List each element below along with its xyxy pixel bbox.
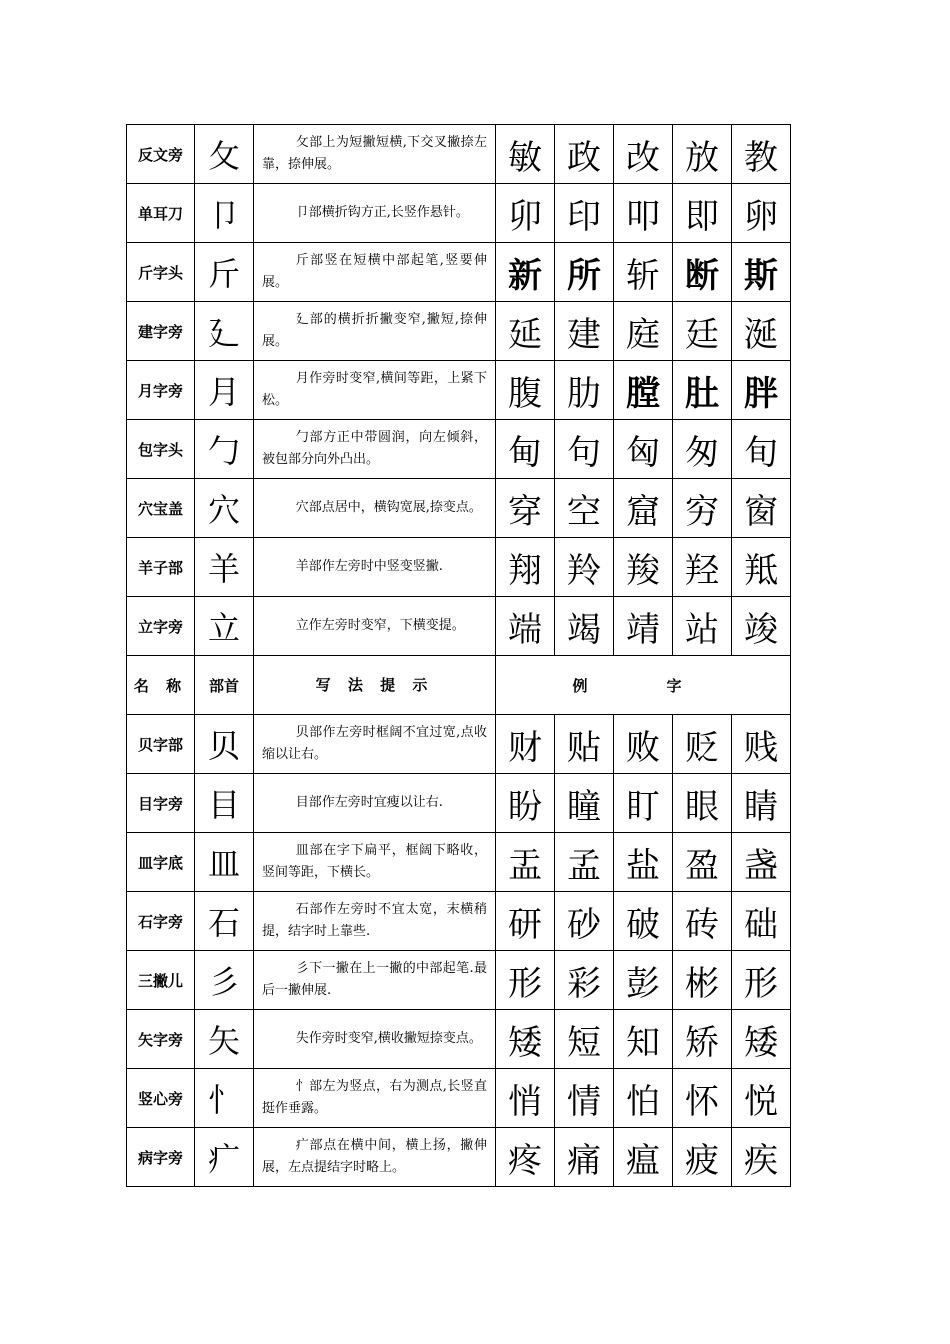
radical-glyph: 立	[195, 597, 254, 656]
example-character: 盂	[496, 833, 555, 892]
header-name: 名 称	[127, 656, 195, 715]
example-character: 痛	[555, 1128, 614, 1187]
example-character: 贬	[673, 715, 732, 774]
radical-name: 石字旁	[127, 892, 195, 951]
radical-glyph: 羊	[195, 538, 254, 597]
example-character: 端	[496, 597, 555, 656]
table-row	[127, 951, 791, 1010]
radical-glyph: 卩	[195, 184, 254, 243]
example-character: 腹	[496, 361, 555, 420]
table-body-bottom	[127, 715, 791, 1187]
table-row	[127, 774, 791, 833]
example-character: 窗	[732, 479, 791, 538]
table-row	[127, 184, 791, 243]
header-tip: 写 法 提 示	[254, 656, 496, 715]
example-character: 短	[555, 1010, 614, 1069]
example-character: 瞳	[555, 774, 614, 833]
radical-name: 包字头	[127, 420, 195, 479]
example-character: 旬	[732, 420, 791, 479]
example-character: 延	[496, 302, 555, 361]
example-character: 盯	[614, 774, 673, 833]
writing-tip: 卩部横折钩方正,长竖作悬针。	[254, 184, 496, 243]
writing-tip: 羊部作左旁时中竖变竖撇.	[254, 538, 496, 597]
table-row	[127, 479, 791, 538]
radical-glyph: 穴	[195, 479, 254, 538]
writing-tip: 皿部在字下扁平，框阔下略收，竖间等距，下横长。	[254, 833, 496, 892]
table-header	[127, 656, 791, 715]
radical-glyph: 攵	[195, 125, 254, 184]
radical-glyph: 斤	[195, 243, 254, 302]
table-row	[127, 361, 791, 420]
writing-tip: 月作旁时变窄,横间等距，上紧下松。	[254, 361, 496, 420]
example-character: 穷	[673, 479, 732, 538]
table-row	[127, 1010, 791, 1069]
writing-tip: 穴部点居中，横钩宽展,捺变点。	[254, 479, 496, 538]
example-character: 膛	[614, 361, 673, 420]
radical-name: 三撇儿	[127, 951, 195, 1010]
radical-name: 单耳刀	[127, 184, 195, 243]
example-character: 即	[673, 184, 732, 243]
example-character: 竣	[732, 597, 791, 656]
example-character: 彭	[614, 951, 673, 1010]
example-character: 研	[496, 892, 555, 951]
radical-name: 立字旁	[127, 597, 195, 656]
example-character: 卵	[732, 184, 791, 243]
writing-tip: 忄部左为竖点，右为测点,长竖直挺作垂露。	[254, 1069, 496, 1128]
radical-glyph: 月	[195, 361, 254, 420]
radical-glyph: 贝	[195, 715, 254, 774]
example-character: 翔	[496, 538, 555, 597]
example-character: 破	[614, 892, 673, 951]
example-character: 眼	[673, 774, 732, 833]
radical-name: 皿字底	[127, 833, 195, 892]
example-character: 新	[496, 243, 555, 302]
example-character: 怕	[614, 1069, 673, 1128]
example-character: 叩	[614, 184, 673, 243]
example-character: 印	[555, 184, 614, 243]
example-character: 贱	[732, 715, 791, 774]
example-character: 斩	[614, 243, 673, 302]
radical-name: 反文旁	[127, 125, 195, 184]
table-body-top	[127, 125, 791, 656]
example-character: 矮	[496, 1010, 555, 1069]
example-character: 敏	[496, 125, 555, 184]
header-examples: 例 字	[496, 656, 791, 715]
writing-tip: 廴部的横折折撇变窄,撇短,捺伸展。	[254, 302, 496, 361]
table-row	[127, 833, 791, 892]
example-character: 断	[673, 243, 732, 302]
example-character: 盼	[496, 774, 555, 833]
example-character: 靖	[614, 597, 673, 656]
example-character: 甸	[496, 420, 555, 479]
writing-tip: 石部作左旁时不宜太宽，末横稍提，结字时上靠些.	[254, 892, 496, 951]
example-character: 败	[614, 715, 673, 774]
table-row	[127, 715, 791, 774]
example-character: 疾	[732, 1128, 791, 1187]
example-character: 斯	[732, 243, 791, 302]
example-character: 睛	[732, 774, 791, 833]
writing-tip: 失作旁时变窄,横收撇短捺变点。	[254, 1010, 496, 1069]
radical-name: 斤字头	[127, 243, 195, 302]
example-character: 廷	[673, 302, 732, 361]
example-character: 放	[673, 125, 732, 184]
example-character: 形	[732, 951, 791, 1010]
example-character: 所	[555, 243, 614, 302]
example-character: 匈	[614, 420, 673, 479]
radical-name: 病字旁	[127, 1128, 195, 1187]
example-character: 羝	[732, 538, 791, 597]
example-character: 瘟	[614, 1128, 673, 1187]
writing-tip: 勹部方正中带圆润，向左倾斜，被包部分向外凸出。	[254, 420, 496, 479]
radical-glyph: 廴	[195, 302, 254, 361]
radical-name: 穴宝盖	[127, 479, 195, 538]
radical-name: 目字旁	[127, 774, 195, 833]
example-character: 穿	[496, 479, 555, 538]
example-character: 情	[555, 1069, 614, 1128]
example-character: 胖	[732, 361, 791, 420]
table-row	[127, 892, 791, 951]
radical-table	[126, 124, 791, 1187]
radical-name: 羊子部	[127, 538, 195, 597]
radical-name: 建字旁	[127, 302, 195, 361]
radical-name: 贝字部	[127, 715, 195, 774]
header-radical: 部首	[195, 656, 254, 715]
radical-glyph: 目	[195, 774, 254, 833]
example-character: 改	[614, 125, 673, 184]
example-character: 涎	[732, 302, 791, 361]
example-character: 卯	[496, 184, 555, 243]
example-character: 羚	[555, 538, 614, 597]
table-row	[127, 243, 791, 302]
radical-glyph: 彡	[195, 951, 254, 1010]
table-row	[127, 125, 791, 184]
example-character: 窟	[614, 479, 673, 538]
example-character: 庭	[614, 302, 673, 361]
table-row	[127, 538, 791, 597]
example-character: 怀	[673, 1069, 732, 1128]
example-character: 彬	[673, 951, 732, 1010]
example-character: 盈	[673, 833, 732, 892]
example-character: 教	[732, 125, 791, 184]
writing-tip: 立作左旁时变窄，下横变提。	[254, 597, 496, 656]
example-character: 砖	[673, 892, 732, 951]
example-character: 矫	[673, 1010, 732, 1069]
table-row	[127, 1128, 791, 1187]
example-character: 悄	[496, 1069, 555, 1128]
writing-tip: 斤部竖在短横中部起笔,竖要伸展。	[254, 243, 496, 302]
example-character: 矮	[732, 1010, 791, 1069]
example-character: 悦	[732, 1069, 791, 1128]
example-character: 知	[614, 1010, 673, 1069]
radical-name: 月字旁	[127, 361, 195, 420]
writing-tip: 疒部点在横中间，横上扬，撇伸展，左点提结字时略上。	[254, 1128, 496, 1187]
example-character: 建	[555, 302, 614, 361]
writing-tip: 贝部作左旁时框阔不宜过宽,点收缩以让右。	[254, 715, 496, 774]
radical-name: 竖心旁	[127, 1069, 195, 1128]
header-row	[127, 656, 791, 715]
example-character: 竭	[555, 597, 614, 656]
table-row	[127, 1069, 791, 1128]
example-character: 站	[673, 597, 732, 656]
example-character: 础	[732, 892, 791, 951]
example-character: 匆	[673, 420, 732, 479]
example-character: 句	[555, 420, 614, 479]
writing-tip: 目部作左旁时宜瘦以让右.	[254, 774, 496, 833]
example-character: 形	[496, 951, 555, 1010]
example-character: 羧	[614, 538, 673, 597]
writing-tip: 攵部上为短撇短横,下交叉撇捺左靠，捺伸展。	[254, 125, 496, 184]
example-character: 政	[555, 125, 614, 184]
radical-glyph: 勹	[195, 420, 254, 479]
radical-glyph: 石	[195, 892, 254, 951]
table-row	[127, 302, 791, 361]
radical-name: 矢字旁	[127, 1010, 195, 1069]
writing-tip: 彡下一撇在上一撇的中部起笔.最后一撇伸展.	[254, 951, 496, 1010]
example-character: 盏	[732, 833, 791, 892]
radical-glyph: 忄	[195, 1069, 254, 1128]
example-character: 空	[555, 479, 614, 538]
example-character: 疲	[673, 1128, 732, 1187]
example-character: 疼	[496, 1128, 555, 1187]
radical-glyph: 皿	[195, 833, 254, 892]
example-character: 贴	[555, 715, 614, 774]
example-character: 财	[496, 715, 555, 774]
example-character: 彩	[555, 951, 614, 1010]
radical-glyph: 疒	[195, 1128, 254, 1187]
example-character: 砂	[555, 892, 614, 951]
example-character: 肚	[673, 361, 732, 420]
table-row	[127, 597, 791, 656]
example-character: 孟	[555, 833, 614, 892]
table-row	[127, 420, 791, 479]
radical-glyph: 矢	[195, 1010, 254, 1069]
example-character: 盐	[614, 833, 673, 892]
example-character: 肋	[555, 361, 614, 420]
example-character: 羟	[673, 538, 732, 597]
